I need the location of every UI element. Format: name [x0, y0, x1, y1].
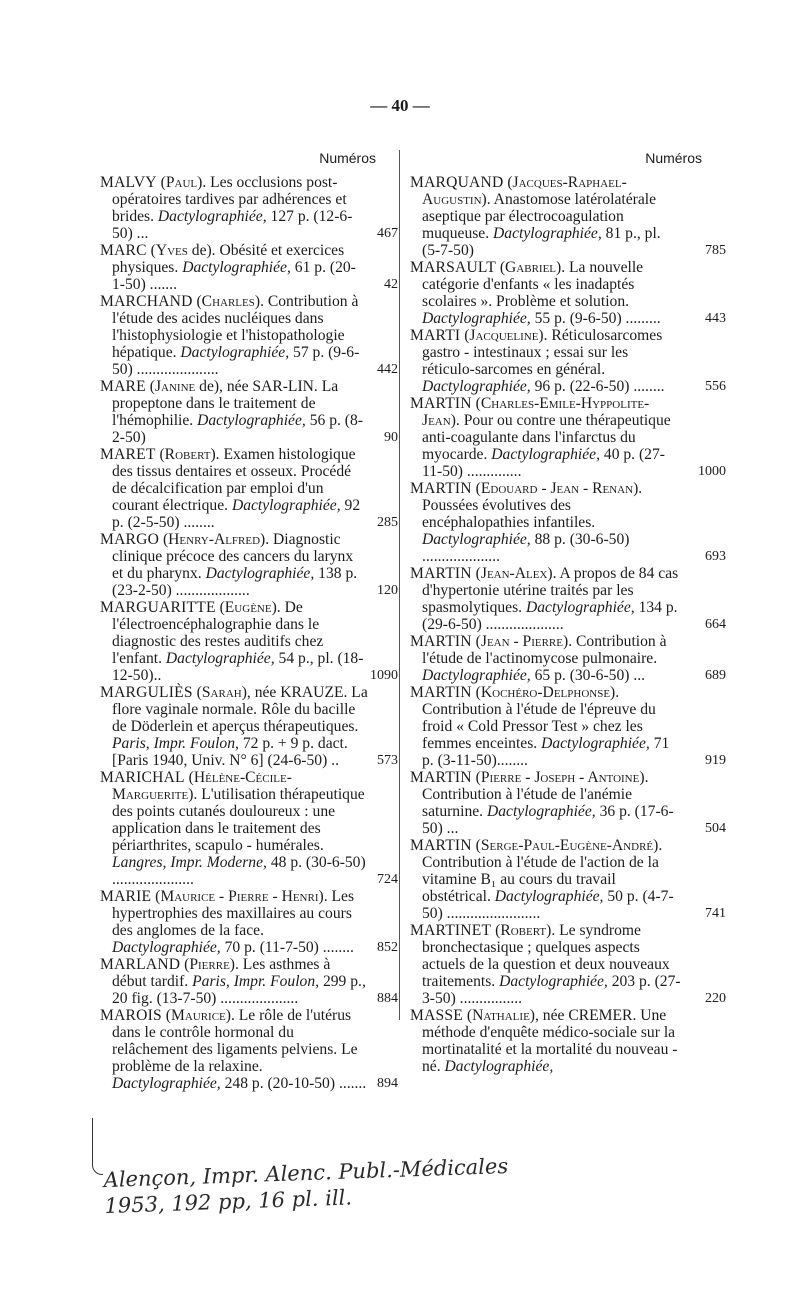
entry-given-names: Eugène [224, 599, 272, 616]
entry-title: . Contribution à l'étude de l'anémie saturnine. [422, 769, 649, 820]
entry-details: 70 p. (11-7-50) ........ [224, 939, 354, 956]
entry-venue: Dactylographiée, [444, 1058, 554, 1075]
entry-given-names: Charles-Emile-Hyppolite-Jean [422, 395, 650, 429]
entry-venue: Dactylographiée, [157, 208, 267, 225]
entry-number: 120 [377, 583, 398, 598]
entry-number: 1090 [370, 668, 398, 683]
bibliography-entry: MARQUAND (Jacques-Raphael-Augustin). Anastomose latérolatérale aseptique par électrocoagulation muqueuse. Dactylographiée, 81 p., pl. (5-7-50) 785 [410, 174, 726, 259]
entry-surname: MARICHAL [100, 769, 185, 786]
handwritten-line-1: Alençon, Impr. Alenc. Publ.-Médicales [103, 1153, 509, 1193]
bibliography-entry: MASSE (Nathalie), née CREMER. Une méthode d'enquête médico-sociale sur la mortinatalité et la mortalité du nouveau - né. Dactylographiée, [410, 1007, 678, 1075]
entry-surname: MASSE [410, 1007, 463, 1024]
entry-venue: Paris, Impr. Foulon, [192, 973, 320, 990]
entry-details: 81 p., pl. (5-7-50) [422, 225, 661, 259]
bibliography-entry: MARTIN (Serge-Paul-Eugène-André). Contribution à l'étude de l'action de la vitamine B₁ au cours du travail obstétrical. Dactylographiée, 50 p. (4-7-50) ........................ 741 [410, 837, 726, 922]
bibliography-entry: MARGUARITTE (Eugène). De l'électroencéphalographie dans le diagnostic des restes auditifs chez l'enfant. Dactylographiée, 54 p., pl. (18-12-50).. 1090 [100, 599, 398, 684]
entry-title: . Contribution à l'étude de l'épreuve du froid « Cold Pressor Test » chez les femmes enceintes. [422, 684, 656, 752]
right-column [410, 150, 726, 1075]
entry-title: . Les asthmes à début tardif. [112, 956, 331, 990]
entry-given-names: Pierre - Joseph - Antoine [480, 769, 640, 786]
entry-details: 96 p. (22-6-50) ........ [534, 378, 665, 395]
entry-venue: Dactylographiée, [205, 565, 315, 582]
entry-venue: Dactylographiée, [165, 650, 275, 667]
bibliography-entry: MARTIN (Jean - Pierre). Contribution à l'étude de l'actinomycose pulmonaire. Dactylographiée, 65 p. (30-6-50) ... 689 [410, 633, 726, 684]
bibliography-entry: MARTIN (Edouard - Jean - Renan). Poussées évolutives des encéphalopathies infantiles. Dactylographiée, 88 p. (30-6-50) .................... 693 [410, 480, 726, 565]
entry-details: 48 p. (30-6-50) ..................... [112, 854, 366, 888]
bibliography-entry: MARGO (Henry-Alfred). Diagnostic clinique précoce des cancers du larynx et du pharynx. Dactylographiée, 138 p. (23-2-50) ................... 120 [100, 531, 398, 599]
entry-title: . Le rôle de l'utérus dans le contrôle hormonal du relâchement des ligaments pelviens. Le problème de la relaxine. [112, 1007, 358, 1075]
page-number: — 40 — [370, 96, 430, 115]
entry-details: 54 p., pl. (18-12-50).. [112, 650, 364, 684]
entry-given-names: Jacqueline [469, 327, 539, 344]
entry-venue: Dactylographiée, [422, 310, 531, 327]
entry-details: 138 p. (23-2-50) ................... [112, 565, 358, 599]
entry-number: 573 [377, 753, 398, 768]
entry-venue: Dactylographiée, [499, 973, 608, 990]
entry-given-names: Paul [165, 174, 198, 191]
entry-number: 741 [705, 906, 726, 921]
entry-details: 36 p. (17-6-50) ... [422, 803, 674, 837]
entry-given-names: Pierre [189, 956, 230, 973]
entry-number: 220 [705, 991, 726, 1006]
entry-details: 72 p. + 9 p. dact. [Paris 1940, Univ. N° 6] (24-6-50) .. [112, 735, 348, 769]
entry-details: 55 p. (9-6-50) ......... [534, 310, 661, 327]
entry-number: 785 [705, 243, 726, 258]
entry-details: 61 p. (20-1-50) ....... [112, 259, 356, 293]
entry-details: 65 p. (30-6-50) ... [534, 667, 646, 684]
entry-details: 57 p. (9-6-50) ..................... [112, 344, 360, 378]
entry-number: 467 [377, 226, 398, 241]
bibliography-entry: MARTIN (Jean-Alex). A propos de 84 cas d'hypertonie utérine traités par les spasmolytiques. Dactylographiée, 134 p. (29-6-50) .................... 664 [410, 565, 726, 633]
entry-venue: Dactylographiée, [197, 412, 306, 429]
entry-number: 285 [377, 515, 398, 530]
entry-given-names: Maurice - Pierre - Henri [160, 888, 319, 905]
entry-surname: MARLAND [100, 956, 181, 973]
entry-details: 203 p. (27-3-50) ................ [422, 973, 681, 1007]
entry-title: , née CREMER. Une méthode d'enquête médico-sociale sur la mortinatalité et la mortalité du nouveau - né. [422, 1007, 678, 1075]
entry-surname: MALVY [100, 174, 157, 191]
entry-details: 248 p. (20-10-50) ....... [224, 1075, 367, 1092]
entry-given-names: Gabriel [505, 259, 557, 276]
left-entry-list [100, 174, 398, 1092]
bibliography-entry: MARGULIÈS (Sarah), née KRAUZE. La flore vaginale normale. Rôle du bacille de Döderlein et aperçus thérapeutiques. Paris, Impr. Foulon, 72 p. + 9 p. dact. [Paris 1940, Univ. N° 6] (24-6-50) .. 573 [100, 684, 398, 769]
entry-surname: MARTIN [410, 633, 472, 650]
entry-title: . L'utilisation thérapeutique des points cutanés douloureux : une application dans le traitement des périarthrites, scapulo - humérales. [112, 786, 365, 854]
entry-number: 442 [377, 362, 398, 377]
entry-given-names: Maurice [170, 1007, 226, 1024]
entry-details: 50 p. (4-7-50) ........................ [422, 888, 674, 922]
entry-venue: Dactylographiée, [486, 803, 596, 820]
bibliography-entry: MARTINET (Robert). Le syndrome bronchectasique ; quelques aspects actuels de la question et deux nouveaux traitements. Dactylographiée, 203 p. (27-3-50) ................ 220 [410, 922, 726, 1007]
entry-surname: MARTIN [410, 565, 472, 582]
entry-title: . Les occlusions post-opératoires tardives par adhérences et brides. [112, 174, 347, 225]
entry-surname: MARIE [100, 888, 152, 905]
entry-surname: MARTIN [410, 837, 472, 854]
bibliography-entry: MARLAND (Pierre). Les asthmes à début tardif. Paris, Impr. Foulon, 299 p., 20 fig. (13-7-50) .................... 884 [100, 956, 398, 1007]
entry-number: 1000 [698, 464, 726, 479]
column-divider [399, 150, 400, 1020]
entry-number: 42 [384, 277, 398, 292]
entry-surname: MARTIN [410, 395, 472, 412]
entry-venue: Dactylographiée, [491, 446, 600, 463]
entry-title: . Les hypertrophies des maxillaires au cours des anglomes de la face. [112, 888, 355, 939]
entry-title: . Pour ou contre une thérapeutique anti-coagulante dans l'infarctus du myocarde. [422, 412, 671, 463]
bibliography-entry: MARTIN (Pierre - Joseph - Antoine). Contribution à l'étude de l'anémie saturnine. Dactylographiée, 36 p. (17-6-50) ... 504 [410, 769, 726, 837]
entry-venue: Langres, Impr. Moderne, [112, 854, 267, 871]
entry-surname: MARE [100, 378, 146, 395]
right-entry-list [410, 174, 726, 1075]
handwritten-bracket [92, 1118, 103, 1175]
entry-surname: MARTI [410, 327, 461, 344]
entry-title: . Le syndrome bronchectasique ; quelques aspects actuels de la question et deux nouveaux traitements. [422, 922, 670, 990]
entry-venue: Dactylographiée, [112, 939, 221, 956]
entry-venue: Paris, Impr. Foulon, [112, 735, 239, 752]
bibliography-entry: MARTIN (Kochéro-Delphonse). Contribution à l'étude de l'épreuve du froid « Cold Pressor Test » chez les femmes enceintes. Dactylographiée, 71 p. (3-11-50)........ 919 [410, 684, 726, 769]
entry-surname: MARTIN [410, 684, 472, 701]
entry-number: 884 [377, 991, 398, 1006]
entry-number: 90 [384, 430, 398, 445]
bibliography-entry: MAROIS (Maurice). Le rôle de l'utérus dans le contrôle hormonal du relâchement des ligaments pelviens. Le problème de la relaxine. Dactylographiée, 248 p. (20-10-50) ....... 894 [100, 1007, 398, 1092]
entry-number: 664 [705, 617, 726, 632]
bibliography-entry: MARSAULT (Gabriel). La nouvelle catégorie d'enfants « les inadaptés scolaires ». Problème et solution. Dactylographiée, 55 p. (9-6-50) ......... 443 [410, 259, 726, 327]
entry-given-names: Sarah [201, 684, 242, 701]
entry-title: . Examen histologique des tissus dentaires et osseux. Procédé de décalcification par emploi d'un courant électrique. [112, 446, 356, 514]
entry-title: . Contribution à l'étude de l'actinomycose pulmonaire. [422, 633, 667, 667]
entry-surname: MARTIN [410, 769, 472, 786]
entry-title: . Contribution à l'étude de l'action de la vitamine B₁ au cours du travail obstétrical. [422, 837, 663, 905]
bibliography-entry: MALVY (Paul). Les occlusions post-opératoires tardives par adhérences et brides. Dactylographiée, 127 p. (12-6-50) ... 467 [100, 174, 398, 242]
entry-venue: Dactylographiée, [422, 667, 531, 684]
entry-venue: Dactylographiée, [525, 599, 635, 616]
bibliography-entry: MARE (Janine de), née SAR-LIN. La propeptone dans le traitement de l'hémophilie. Dactylographiée, 56 p. (8-2-50) 90 [100, 378, 398, 446]
entry-title: . Diagnostic clinique précoce des cancers du larynx et du pharynx. [112, 531, 354, 582]
left-column-header: Numéros [319, 150, 376, 166]
entry-venue: Dactylographiée, [180, 344, 290, 361]
entry-number: 693 [705, 549, 726, 564]
left-column [100, 150, 398, 1092]
entry-number: 724 [377, 872, 398, 887]
bibliography-entry: MARET (Robert). Examen histologique des tissus dentaires et osseux. Procédé de décalcification par emploi d'un courant électrique. Dactylographiée, 92 p. (2-5-50) ........ 285 [100, 446, 398, 531]
entry-surname: MARTINET [410, 922, 492, 939]
entry-venue: Dactylographiée, [112, 1075, 221, 1092]
right-column-header: Numéros [645, 150, 702, 166]
bibliography-entry: MARTIN (Charles-Emile-Hyppolite-Jean). Pour ou contre une thérapeutique anti-coagulante dans l'infarctus du myocarde. Dactylographiée, 40 p. (27-11-50) .............. 1000 [410, 395, 726, 480]
entry-number: 443 [705, 311, 726, 326]
entry-title: . La nouvelle catégorie d'enfants « les inadaptés scolaires ». Problème et solution. [422, 259, 644, 310]
entry-given-names: Yves [155, 242, 188, 259]
entry-title: de). Obésité et exercices physiques. [112, 242, 345, 276]
entry-number: 852 [377, 940, 398, 955]
bibliography-entry: MARCHAND (Charles). Contribution à l'étude des acides nucléiques dans l'histophysiologie et l'histopathologie hépatique. Dactylographiée, 57 p. (9-6-50) ..................... 442 [100, 293, 398, 378]
entry-details: 134 p. (29-6-50) .................... [422, 599, 678, 633]
entry-given-names: Nathalie [472, 1007, 530, 1024]
entry-details: 71 p. (3-11-50)........ [422, 735, 670, 769]
entry-given-names: Jacques-Raphael-Augustin [422, 174, 627, 208]
entry-title: . Poussées évolutives des encéphalopathies infantiles. [422, 480, 643, 531]
entry-given-names: Robert [164, 446, 211, 463]
entry-title: de), née SAR-LIN. La propeptone dans le traitement de l'hémophilie. [112, 378, 339, 429]
entry-given-names: Kochéro-Delphonse [480, 684, 611, 701]
entry-surname: MAROIS [100, 1007, 162, 1024]
entry-given-names: Edouard - Jean - Renan [480, 480, 634, 497]
entry-details: 40 p. (27-11-50) .............. [422, 446, 665, 480]
entry-venue: Dactylographiée, [493, 225, 602, 242]
handwritten-note [103, 1153, 509, 1219]
entry-details: 56 p. (8-2-50) [112, 412, 363, 446]
entry-title: . Anastomose latérolatérale aseptique par électrocoagulation muqueuse. [422, 191, 657, 242]
entry-surname: MARC [100, 242, 147, 259]
bibliography-entry: MARC (Yves de). Obésité et exercices physiques. Dactylographiée, 61 p. (20-1-50) ....... 42 [100, 242, 398, 293]
entry-given-names: Jean-Alex [480, 565, 548, 582]
entry-given-names: Hélène-Cécile-Marguerite [112, 769, 292, 803]
entry-venue: Dactylographiée, [182, 259, 291, 276]
bibliography-entry: MARIE (Maurice - Pierre - Henri). Les hypertrophies des maxillaires au cours des anglomes de la face. Dactylographiée, 70 p. (11-7-50) ........ 852 [100, 888, 398, 956]
entry-surname: MARSAULT [410, 259, 496, 276]
entry-surname: MARTIN [410, 480, 472, 497]
entry-title: . A propos de 84 cas d'hypertonie utérine traités par les spasmolytiques. [422, 565, 679, 616]
entry-given-names: Jean - Pierre [480, 633, 563, 650]
entry-venue: Dactylographiée, [494, 888, 604, 905]
entry-given-names: Janine [154, 378, 196, 395]
entry-venue: Dactylographiée, [541, 735, 650, 752]
entry-title: . Contribution à l'étude des acides nucléiques dans l'histophysiologie et l'histopathologie hépatique. [112, 293, 359, 361]
entry-given-names: Henry-Alfred [168, 531, 261, 548]
entry-details: 92 p. (2-5-50) ........ [112, 497, 361, 531]
entry-surname: MARCHAND [100, 293, 193, 310]
entry-details: 127 p. (12-6-50) ... [112, 208, 353, 242]
entry-number: 556 [705, 379, 726, 394]
entry-venue: Dactylographiée, [422, 531, 531, 548]
entry-given-names: Serge-Paul-Eugène-André [480, 837, 654, 854]
entry-venue: Dactylographiée, [422, 378, 531, 395]
entry-given-names: Robert [500, 922, 547, 939]
entry-title: , née KRAUZE. La flore vaginale normale. Rôle du bacille de Döderlein et aperçus thérapeutiques. [112, 684, 368, 735]
entry-surname: MARGULIÈS [100, 684, 193, 701]
entry-title: . De l'électroencéphalographie dans le diagnostic des restes auditifs chez l'enfant. [112, 599, 324, 667]
entry-surname: MARET [100, 446, 156, 463]
entry-surname: MARQUAND [410, 174, 504, 191]
handwritten-line-2: 1953, 192 pp, 16 pl. ill. [104, 1185, 353, 1219]
entry-number: 504 [705, 821, 726, 836]
bibliography-entry: MARICHAL (Hélène-Cécile-Marguerite). L'utilisation thérapeutique des points cutanés douloureux : une application dans le traitement des périarthrites, scapulo - humérales. Langres, Impr. Moderne, 48 p. (30-6-50) ..................... 724 [100, 769, 398, 888]
entry-number: 894 [377, 1076, 398, 1091]
entry-given-names: Charles [201, 293, 255, 310]
entry-details: 88 p. (30-6-50) .................... [422, 531, 630, 565]
entry-venue: Dactylographiée, [231, 497, 341, 514]
bibliography-entry: MARTI (Jacqueline). Réticulosarcomes gastro - intestinaux ; essai sur les réticulo-sarcomes en général. Dactylographiée, 96 p. (22-6-50) ........ 556 [410, 327, 726, 395]
entry-title: . Réticulosarcomes gastro - intestinaux ; essai sur les réticulo-sarcomes en général. [422, 327, 663, 378]
entry-surname: MARGUARITTE [100, 599, 216, 616]
entry-number: 689 [705, 668, 726, 683]
entry-surname: MARGO [100, 531, 160, 548]
entry-number: 919 [705, 753, 726, 768]
entry-details: 299 p., 20 fig. (13-7-50) .................... [112, 973, 366, 1007]
